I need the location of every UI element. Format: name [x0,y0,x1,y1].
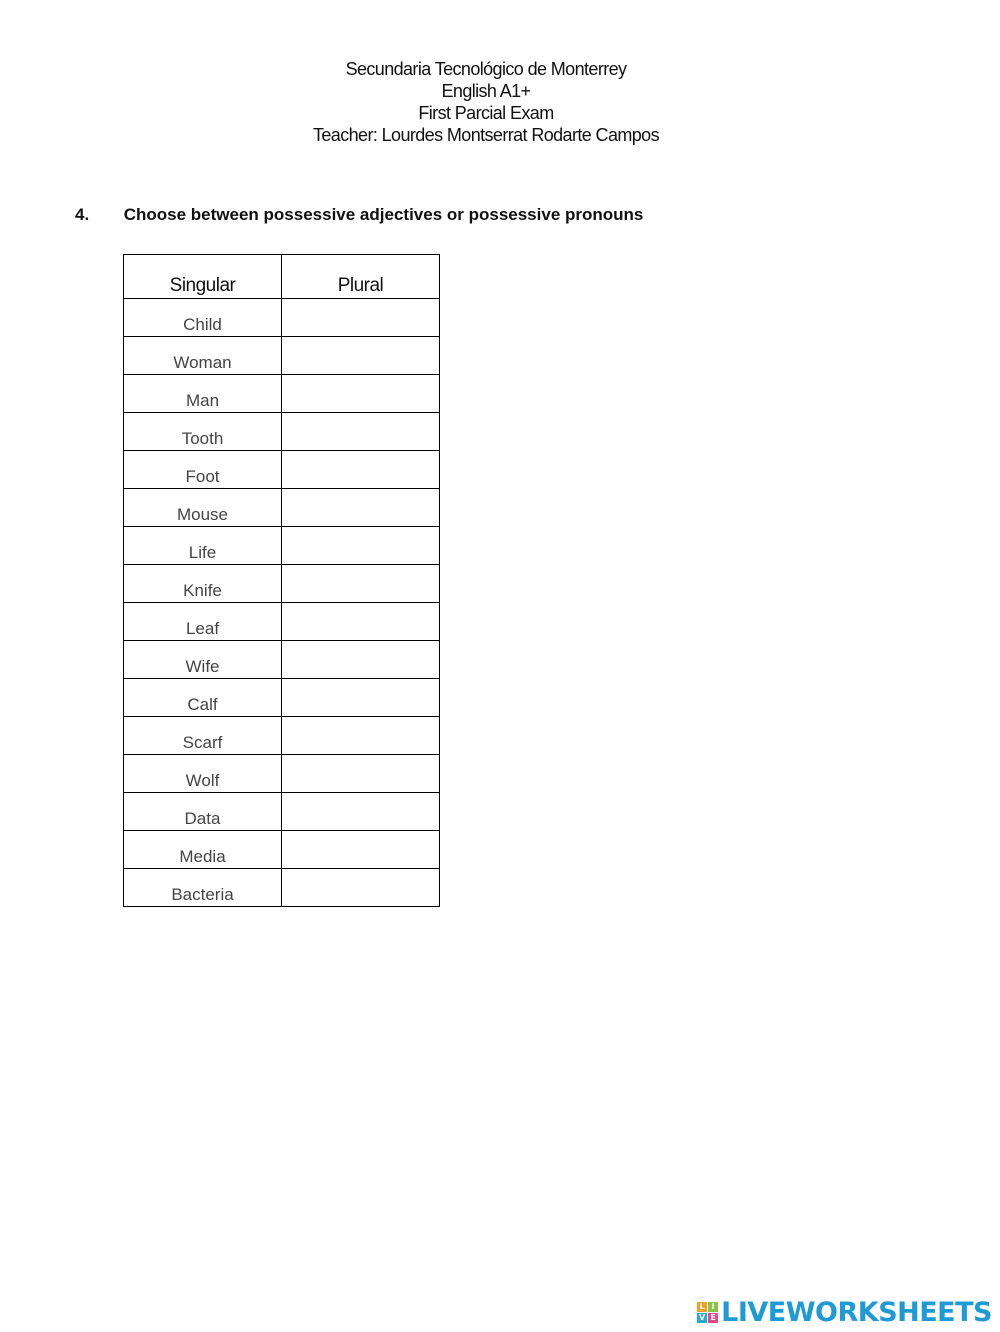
plural-answer-box[interactable] [282,413,440,451]
question-4 [75,205,643,225]
table-row [124,869,440,907]
plural-answer-box[interactable] [282,869,440,907]
table-header-row [124,255,440,299]
singular-cell: Knife [124,565,282,603]
question-text: Choose between possessive adjectives or possessive pronouns [123,205,644,224]
course-name: English A1+ [441,81,531,101]
header-plural: Plural [282,255,440,299]
plural-answer-box[interactable] [282,603,440,641]
table-row [124,831,440,869]
logo-mark-letter: L [697,1302,707,1312]
logo-mark-letter: I [708,1302,718,1312]
singular-cell: Bacteria [124,869,282,907]
singular-cell: Life [124,527,282,565]
teacher-name: Teacher: Lourdes Montserrat Rodarte Campos [313,125,659,145]
logo-mark-icon [697,1302,718,1323]
table-row [124,641,440,679]
header-singular: Singular [124,255,282,299]
singular-cell: Foot [124,451,282,489]
singular-cell: Man [124,375,282,413]
plural-answer-box[interactable] [282,375,440,413]
table-row [124,527,440,565]
singular-cell: Wolf [124,755,282,793]
table-row [124,679,440,717]
question-number: 4. [75,205,90,224]
singular-cell: Tooth [124,413,282,451]
plural-answer-box[interactable] [282,451,440,489]
singular-cell: Mouse [124,489,282,527]
table-row [124,603,440,641]
table-row [124,299,440,337]
singular-cell: Woman [124,337,282,375]
plural-answer-box[interactable] [282,337,440,375]
exam-title: First Parcial Exam [418,103,554,123]
singular-cell: Wife [124,641,282,679]
singular-cell: Leaf [124,603,282,641]
logo-mark-letter: E [708,1313,718,1323]
liveworksheets-logo [697,1298,992,1326]
table-row [124,565,440,603]
logo-text: LIVEWORKSHEETS [721,1296,992,1328]
table-row [124,793,440,831]
worksheet-header [0,58,972,146]
plural-answer-box[interactable] [282,641,440,679]
plural-answer-box[interactable] [282,831,440,869]
table-row [124,375,440,413]
table-row [124,337,440,375]
table-row [124,755,440,793]
plurals-table [123,254,440,907]
plural-answer-box[interactable] [282,717,440,755]
table-row [124,413,440,451]
singular-cell: Media [124,831,282,869]
plural-answer-box[interactable] [282,489,440,527]
plural-answer-box[interactable] [282,755,440,793]
table-row [124,489,440,527]
logo-mark-letter: V [699,1312,706,1322]
table-row [124,451,440,489]
plural-answer-box[interactable] [282,527,440,565]
table-row [124,717,440,755]
singular-cell: Scarf [124,717,282,755]
singular-cell: Data [124,793,282,831]
singular-cell: Calf [124,679,282,717]
singular-cell: Child [124,299,282,337]
plural-answer-box[interactable] [282,679,440,717]
plural-answer-box[interactable] [282,565,440,603]
plural-answer-box[interactable] [282,793,440,831]
school-name: Secundaria Tecnológico de Monterrey [345,59,627,79]
plural-answer-box[interactable] [282,299,440,337]
